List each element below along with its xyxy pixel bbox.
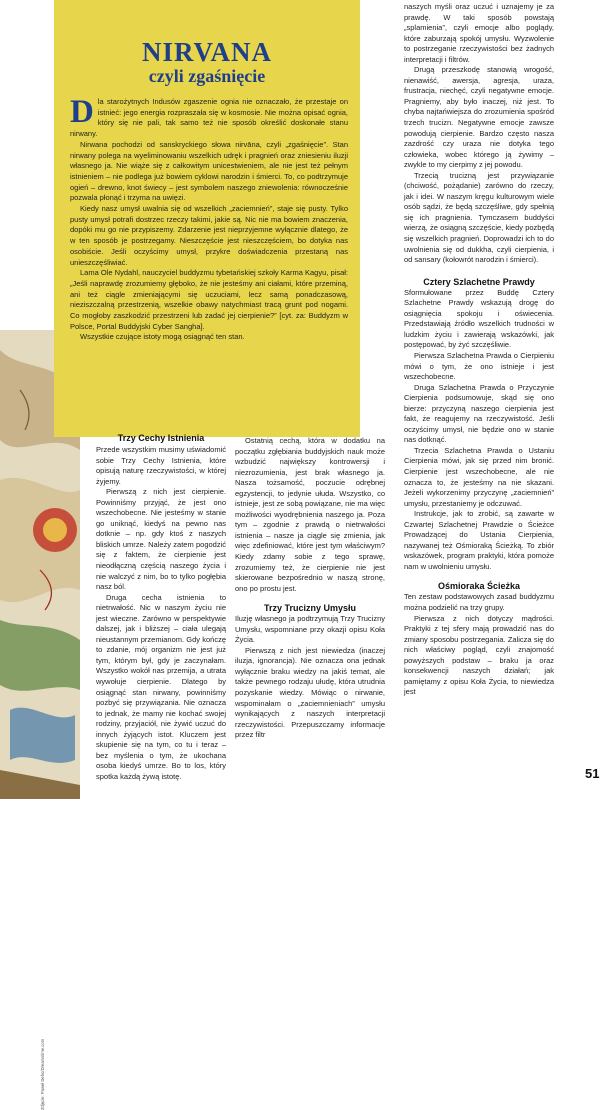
body-paragraph: Trzecią trucizną jest przywiązanie (chciwość, pożądanie) zarówno do rzeczy, jak i idei. W naszym kręgu kulturowym wiele osób sądzi, że będą szczęśliwe, gdy spełnią się ich pragnienia. Tymczasem buddyści wierzą, że osiągną szczęście, kiedy pozbędą się wszelkich pragnień. Doprowadzi ich to do uwolnienia się od dukkha, czyli cierpienia, i od sansary (kołowrót narodzin i śmierci). <box>404 170 554 265</box>
intro-paragraph: Kiedy nasz umysł uwalnia się od wszelkich „zaciemnień”, staje się pusty. Tylko pusty umysł potrafi dostrzec rzeczy takimi, jakie są. Nic nie ma bowiem znaczenia, dopóki mu go nie przypiszemy. Zdarzenie jest nieprzyjemne wyłącznie dlatego, że w ten sposób je postrzegamy. Nieszczęście jest nieszczęściem, bo dotyka nas osobiście. Jeśli oczyścimy umysł, przykre doświadczenia przestaną nas unieszczęśliwiać. <box>70 204 348 267</box>
intro-paragraph: Lama Ole Nydahl, nauczyciel buddyzmu tybetańskiej szkoły Karma Kagyu, pisał: „Jeśli naprawdę zrozumiemy głęboko, że nie jesteśmy ani ciałami, które przeminą, ani też ciągle zmieniającymi się uczuciami, lecz samą ponadczasową, nieziszczalną przestrzenią, wszelkie obawy natychmiast tracą grunt pod nogami. Co mogłoby zaszkodzić przestrzeni lub zadać jej cierpienie?” [cyt. za: Buddyzm w Polsce, Portal Buddyjski Cyber Sangha]. <box>70 268 348 331</box>
body-paragraph: naszych myśli oraz uczuć i uznajemy je za prawdę. W taki sposób powstają „splamienia”, czyli emocje albo poglądy, które zaburzają spokój umysłu. Wyzwolenie to postrzeganie rzeczywistości bez żadnych interpretacji i filtrów. <box>404 2 554 64</box>
body-paragraph: Drugą przeszkodę stanowią wrogość, nienawiść, awersja, agresja, uraza, frustracja, niechęć, czyli negatywne emocje. Pragniemy, aby było inaczej, niż jest. To chyba najtańwiejsza do zrozumienia spośród trzech trucizn. Negatywne emocje zawsze powodują cierpienie. Bardzo często nasza zazdrość czy uraza nie dotyka tego człowieka, wobec którego ją żywimy – zwykle to my cierpimy z jej powodu. <box>404 65 554 170</box>
body-paragraph: Pierwszą z nich jest cierpienie. Powinniśmy przyjąć, że jest ono wszechobecne. Nie jesteśmy w stanie go uniknąć, kiedyś na pewno nas dotknie – np. gdy ktoś z naszych bliskich umrze. Należy zatem pogodzić się z faktem, że cierpienie jest nieodłączną częścią naszego życia i nie walczyć z nim, bo to tylko pogłębia nasz ból. <box>96 487 226 592</box>
photo-credit: Zdjęcie: Paweł Deho/Dreamstime.com <box>40 1038 45 1110</box>
intro-paragraph: Dla starożytnych Indusów zgaszenie ognia nie oznaczało, że przestaje on istnieć: jego energia rozpraszała się w kosmosie. Nie można opisać ognia, który się nie pali, tak samo też nie sposób określić doskonałe stanu nirwany. <box>70 94 348 139</box>
body-paragraph: Druga cecha istnienia to nietrwałość. Nic w naszym życiu nie jest wieczne. Zarówno w perspektywie dalszej, jak i bliższej – ciała ulegają nieustannym przemianom. Gdy kończę to zdanie, mój organizm nie jest już tym, którym był, gdy je zaczynałam. Wszystko wokół nas przemija, a utrata wywołuje cierpienie. Dlatego by osiągnąć stan nirwany, powinniśmy pozbyć się przywiązania. Nie oznacza to jednak, że mamy nie kochać swojej rodziny, przyjaciół, nie żywić uczuć do innych żyjących istot. Kluczem jest skupienie się na tym, co tu i teraz – bez myślenia o tym, że ukochana osoba kiedyś umrze. Bo to los, który spotka każdą żywą istotę. <box>96 592 226 781</box>
column-middle <box>235 436 385 741</box>
body-paragraph: Instrukcje, jak to zrobić, są zawarte w Czwartej Szlachetnej Prawdzie o Ścieżce Prowadzącej do Ustania Cierpienia, nazywanej też Ośmioraką Ścieżką. To zbiór wskazówek, program praktyki, która pomoże nam w uwolnieniu umysłu. <box>404 509 554 571</box>
body-paragraph: Sformułowane przez Buddę Cztery Szlachetne Prawdy wskazują drogę do osiągnięcia spokoju i oświecenia. Przedstawiają źródło wszelkich trudności w ludzkim życiu i zawierają wskazówki, jak postępować, by żyć szczęśliwie. <box>404 287 554 350</box>
column-left <box>96 432 226 783</box>
drop-cap: D <box>70 94 94 130</box>
body-paragraph: Ten zestaw podstawowych zasad buddyzmu można podzielić na trzy grupy. <box>404 592 554 612</box>
article-subtitle: czyli zgaśnięcie <box>148 66 266 86</box>
body-paragraph: Trzecia Szlachetna Prawda o Ustaniu Cierpienia mówi, jak się przed nim bronić. Cierpienie jest wszechobecne, ale nie oznacza to, że jesteśmy na nie skazani. Jeżeli wykorzenimy przyczynę „zaciemnień” umysłu, przestaniemy je odczuwać. <box>404 445 554 508</box>
page-number: 51 <box>585 766 600 781</box>
column-right <box>404 2 554 698</box>
intro-paragraph: Nirwana pochodzi od sanskryckiego słowa nirvāna, czyli „zgaśnięcie”. Stan nirwany polega na wyeliminowaniu wszelkich udręk i pragnień oraz zniesieniu iluzji własnego ja. Nie wiąże się z całkowitym unicestwieniem, ale nie jest też pełnym istnieniem – nie podlega już bowiem cyklowi narodzin i śmierci. To, co podtrzymuje ogień – drewno, knot świecy – jest symbolem naszego zniewolenia: równocześnie pozwala płonąć i trzyma na uwięzi. <box>70 139 348 203</box>
body-paragraph: Ostatnią cechą, która w dodatku na początku zgłębiania buddyjskich nauk może wzbudzić największy kontrowersji i niezrozumienia, jest brak własnego ja. Nasza tożsamość, poczucie odrębnej egzystencji, to jedynie ułuda. Wszystko, co istnieje, jest ze sobą powiązane, nie ma więc możliwości wyodrębnienia naszego ja. Poza tym – zgodnie z prawdą o nietrwałości istnienia – nasze ja ciągle się zmienia, jak więc zdefiniować, które jest tym właściwym? Kiedy zdamy sobie z tego sprawę, zrozumiemy też, że cierpienie nie jest skierowane bezpośrednio w naszą stronę, ono po prostu jest. <box>235 436 385 593</box>
intro-paragraph: Wszystkie czujące istoty mogą osiągnąć ten stan. <box>80 332 245 342</box>
body-paragraph: Druga Szlachetna Prawda o Przyczynie Cierpienia podsumowuje, skąd się ono bierze: przyczyną naszego cierpienia jest fakt, że reagujemy na rzeczywistość. Jeśli oczyścimy umysł, nie będzie ono w stanie nas dotknąć. <box>404 382 554 445</box>
section-heading-cztery-prawdy: Cztery Szlachetne Prawdy <box>423 276 535 287</box>
body-paragraph: Przede wszystkim musimy uświadomić sobie Trzy Cechy Istnienia, które opisują naturę rzeczywistości, w której żyjemy. <box>96 445 226 486</box>
body-paragraph: Pierwsza Szlachetna Prawda o Cierpieniu mówi o tym, że ono istnieje i jest wszechobecne. <box>404 350 554 382</box>
body-paragraph: Pierwsza z nich dotyczy mądrości. Praktyki z tej sfery mają prowadzić nas do zmiany sposobu postrzegania. Zalicza się do nich właściwy pogląd, czyli znajomość powyższych podstaw – braku ja oraz konsekwencji naszych działań; jak pamiętamy z opisu Koła Życia, to niewiedza jest <box>404 613 554 697</box>
section-heading-osmioraka: Ośmioraka Ścieżka <box>437 581 521 592</box>
body-paragraph: Iluzję własnego ja podtrzymują Trzy Trucizny Umysłu, wspomniane przy okazji opisu Koła Życia. <box>235 614 385 645</box>
intro-text <box>70 94 348 343</box>
section-heading-trzy-trucizny: Trzy Trucizny Umysłu <box>263 603 357 614</box>
body-paragraph: Pierwszą z nich jest niewiedza (inaczej iluzja, ignorancja). Nie oznacza ona jednak wyłącznie braku wiedzy na jakiś temat, ale także pewnego rodzaju ułudę, która utrudnia pozyskanie wiedzy. Mówiąc o nirwanie, wspominałam o „zaciemnieniach” umysłu wynikających z naszych interpretacji rzeczywistości. Przepuszczamy informacje przez filtr <box>235 645 385 740</box>
section-heading-trzy-cechy: Trzy Cechy Istnienia <box>117 433 205 443</box>
article-title: NIRVANA <box>141 37 273 67</box>
